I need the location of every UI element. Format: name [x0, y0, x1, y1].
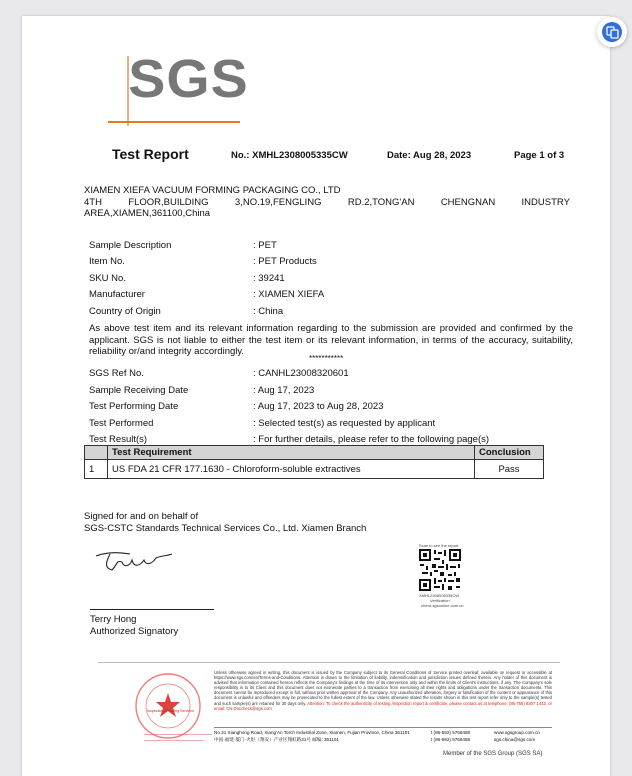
footer-tel-1: t (86-592) 5766488: [431, 730, 471, 735]
footer-divider: [98, 662, 560, 663]
row-conclusion: Pass: [475, 460, 544, 479]
footer-web-1: www.sgsgroup.com.cn: [494, 730, 540, 735]
footer-address-divider: [214, 727, 552, 728]
footer-web-2: sgs.china@sgs.com: [494, 737, 536, 742]
report-page: [22, 16, 610, 776]
footer-tel-2: t (86-592) 5766488: [431, 737, 471, 742]
receiving-date-label: Sample Receiving Date: [89, 385, 189, 396]
translate-button[interactable]: [597, 17, 627, 47]
sample-description-value: : PET: [253, 240, 277, 251]
item-no-value: : PET Products: [253, 256, 317, 267]
page-number: Page 1 of 3: [514, 150, 565, 161]
item-no-label: Item No.: [89, 256, 125, 267]
authenticity-attention: Attention: To check the authenticity of testing /inspection report & certificate, please contact us at telephone: (86-755) 8307 1443, or email: CN.Doccheck@sgs.com: [214, 700, 552, 711]
header-no: [85, 446, 108, 460]
qr-code-number: XMHL2308005335CW: [419, 593, 460, 598]
qr-caption-bottom: Verification: [430, 598, 450, 603]
client-address-line2: AREA,XIAMEN,361100,China: [84, 208, 211, 219]
row-no: 1: [85, 460, 108, 479]
qr-caption-top: Scan to see the report: [419, 543, 459, 548]
address-word: CHENGNAN: [440, 197, 496, 208]
signed-behalf-line1: Signed for and on behalf of: [84, 511, 199, 522]
country-of-origin-label: Country of Origin: [89, 306, 161, 317]
test-results-value: : For further details, please refer to the following page(s): [253, 434, 490, 445]
signed-behalf-line2: SGS-CSTC Standards Technical Services Co., Ltd. Xiamen Branch: [84, 523, 367, 534]
test-performed-value: : Selected test(s) as requested by applicant: [253, 418, 436, 429]
row-requirement: US FDA 21 CFR 177.1630 - Chloroform-soluble extractives: [108, 460, 475, 479]
receiving-date-value: : Aug 17, 2023: [253, 385, 315, 396]
footer-address-en: No.31 Xianghong Road, Xiang'An Torch Industrial Zone, Xiamen, Fujian Province, China 361101: [214, 730, 410, 735]
translate-icon: [602, 22, 622, 42]
test-results-label: Test Result(s): [89, 434, 148, 445]
sku-no-value: : 39241: [253, 273, 285, 284]
manufacturer-value: : XIAMEN XIEFA: [253, 289, 325, 300]
signatory-name: Terry Hong: [90, 614, 137, 625]
table-row: [85, 460, 544, 479]
performing-date-label: Test Performing Date: [89, 401, 179, 412]
address-word: INDUSTRY: [521, 197, 570, 208]
report-number: No.: XMHL2308005335CW: [231, 150, 348, 161]
signatory-title: Authorized Signatory: [90, 626, 179, 637]
sgs-ref-label: SGS Ref No.: [89, 368, 144, 379]
separator-stars: ***********: [309, 354, 344, 363]
report-title: Test Report: [112, 146, 189, 162]
handwritten-signature: [94, 548, 174, 578]
header-conclusion: Conclusion: [475, 446, 544, 460]
address-word: 4TH: [84, 197, 102, 208]
footer-member: Member of the SGS Group (SGS SA): [443, 751, 543, 757]
translate-glyph: [602, 22, 622, 42]
stamp-text: Inspection & Testing Services: [147, 709, 194, 713]
address-word: FLOOR,BUILDING: [128, 197, 209, 208]
sample-description-label: Sample Description: [89, 240, 172, 251]
signature-line: [90, 609, 214, 610]
sgs-logo-text: SGS: [128, 49, 249, 109]
terms-text: Unless otherwise agreed in writing, this document is issued by the Company subject to its General Conditions of Service printed overleaf, available on request or accessible at https://www.sgs.com/en/Terms-and-Conditions. Attention is drawn to the limitation of liability, indemnification and jurisdiction issues defined therein. Any holder of this document is advised that information contained hereon reflects the Company's findings at the time of its intervention only and within the limits of Client's instructions, if any. The Company's sole responsibility is to its Client and this document does not exonerate parties to a transaction from exercising all their rights and obligations under the transaction documents. This document cannot be reproduced except in full, without prior written approval of the Company. Any unauthorized alteration, forgery or falsification of the content or appearance of this document is unlawful and offenders may be prosecuted to the fullest extent of the law. Unless otherwise stated the results shown in this test report refer only to the sample(s) tested and such sample(s) are retained for 30 days only.: [214, 670, 552, 706]
qr-caption-url: check.sgsonline.com.cn: [421, 603, 464, 608]
client-address-line1: [84, 197, 570, 208]
footer-terms: [214, 670, 552, 711]
sgs-ref-value: : CANHL23008320601: [253, 368, 349, 379]
test-performed-label: Test Performed: [89, 418, 154, 429]
performing-date-value: : Aug 17, 2023 to Aug 28, 2023: [253, 401, 384, 412]
report-date: Date: Aug 28, 2023: [387, 150, 472, 161]
table-header-row: [85, 446, 544, 460]
header-test-requirement: Test Requirement: [108, 446, 475, 460]
test-requirements-table: [84, 445, 544, 479]
footer-address-cn: 中国·福建·厦门·火炬（翔安）产业区翔虹路31号 邮编: 361101: [214, 737, 339, 742]
address-word: 3,NO.19,FENGLING: [234, 197, 322, 208]
manufacturer-label: Manufacturer: [89, 289, 145, 300]
address-word: RD.2,TONG'AN: [347, 197, 415, 208]
disclaimer-paragraph: As above test item and its relevant information regarding to the submission are provided and confirmed by the applicant. SGS is not liable to either the test item or its relevant information, in terms of the accuracy, suitability, reliability or/and integrity accordingly.: [89, 323, 573, 357]
sku-no-label: SKU No.: [89, 273, 126, 284]
qr-code: [418, 548, 462, 592]
country-of-origin-value: : China: [253, 306, 284, 317]
client-name: XIAMEN XIEFA VACUUM FORMING PACKAGING CO., LTD: [84, 185, 341, 196]
